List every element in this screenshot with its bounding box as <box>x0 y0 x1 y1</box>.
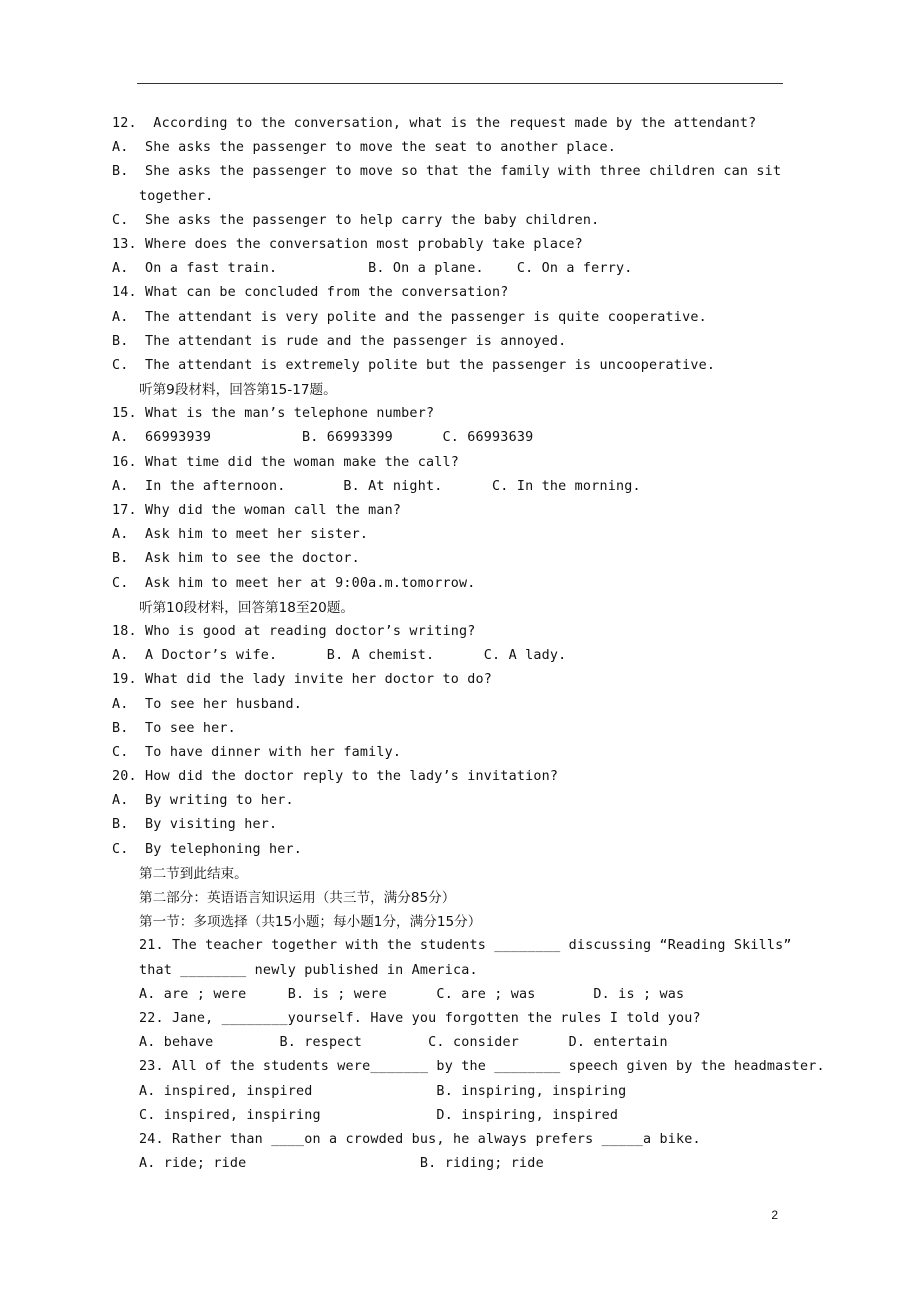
question-line: A. She asks the passenger to move the seat to another place. <box>112 140 616 156</box>
question-line: 19. What did the lady invite her doctor to do? <box>112 672 493 688</box>
section-heading: 第二节到此结束。 <box>139 865 248 882</box>
question-line: C. By telephoning her. <box>112 841 303 857</box>
question-line: A. To see her husband. <box>112 696 303 712</box>
question-line: A. inspired, inspired B. inspiring, inspiring <box>139 1083 627 1099</box>
question-line: together. <box>139 188 214 204</box>
question-line: A. behave B. respect C. consider D. entertain <box>139 1035 668 1051</box>
question-line: B. By visiting her. <box>112 817 278 833</box>
question-line: 15. What is the man’s telephone number? <box>112 406 435 422</box>
question-line: 24. Rather than ____on a crowded bus, he always prefers _____a bike. <box>139 1131 701 1147</box>
question-line: C. She asks the passenger to help carry the baby children. <box>112 212 600 228</box>
question-line: that ________ newly published in America. <box>139 962 478 978</box>
question-line: 23. All of the students were_______ by the ________ speech given by the headmaster. <box>139 1059 825 1075</box>
question-line: C. To have dinner with her family. <box>112 744 402 760</box>
question-line: 22. Jane, ________yourself. Have you forgotten the rules I told you? <box>139 1010 701 1026</box>
question-line: B. The attendant is rude and the passenger is annoyed. <box>112 333 567 349</box>
question-line: 21. The teacher together with the students ________ discussing “Reading Skills” <box>139 938 792 954</box>
question-line: C. Ask him to meet her at 9:00a.m.tomorrow. <box>112 575 476 591</box>
question-line: A. Ask him to meet her sister. <box>112 527 369 543</box>
header-rule <box>137 83 783 84</box>
question-line: C. inspired, inspiring D. inspiring, inspired <box>139 1107 619 1123</box>
question-line: A. ride; ride B. riding; ride <box>139 1156 544 1172</box>
document-body <box>112 112 825 1176</box>
question-line: B. She asks the passenger to move so that the family with three children can sit <box>112 164 782 180</box>
question-line: B. Ask him to see the doctor. <box>112 551 360 567</box>
question-line: 20. How did the doctor reply to the lady’s invitation? <box>112 769 559 785</box>
question-line: 12. According to the conversation, what is the request made by the attendant? <box>112 116 757 131</box>
question-line: A. The attendant is very polite and the passenger is quite cooperative. <box>112 309 707 325</box>
question-line: A. A Doctor’s wife. B. A chemist. C. A lady. <box>112 648 567 664</box>
section-heading: 听第10段材料，回答第18至20题。 <box>139 599 355 616</box>
question-line: 18. Who is good at reading doctor’s writing? <box>112 623 476 639</box>
question-line: A. In the afternoon. B. At night. C. In the morning. <box>112 478 641 494</box>
question-line: A. By writing to her. <box>112 793 294 809</box>
question-line: 13. Where does the conversation most probably take place? <box>112 236 583 252</box>
question-line: 14. What can be concluded from the conversation? <box>112 285 509 301</box>
question-line: C. The attendant is extremely polite but the passenger is uncooperative. <box>112 357 716 373</box>
question-line: A. are ; were B. is ; were C. are ; was D. is ; was <box>139 986 685 1002</box>
question-line: A. 66993939 B. 66993399 C. 66993639 <box>112 430 534 446</box>
section-heading: 第一节：多项选择（共15小题；每小题1分，满分15分） <box>139 914 482 931</box>
question-line: 17. Why did the woman call the man? <box>112 503 402 518</box>
question-line: A. On a fast train. B. On a plane. C. On a ferry. <box>112 261 633 277</box>
section-heading: 第二部分：英语语言知识运用（共三节，满分85分） <box>139 890 456 906</box>
question-line: 16. What time did the woman make the call? <box>112 454 459 470</box>
page-number: 2 <box>771 1208 778 1222</box>
section-heading: 听第9段材料，回答第15-17题。 <box>139 382 337 399</box>
question-line: B. To see her. <box>112 720 236 736</box>
